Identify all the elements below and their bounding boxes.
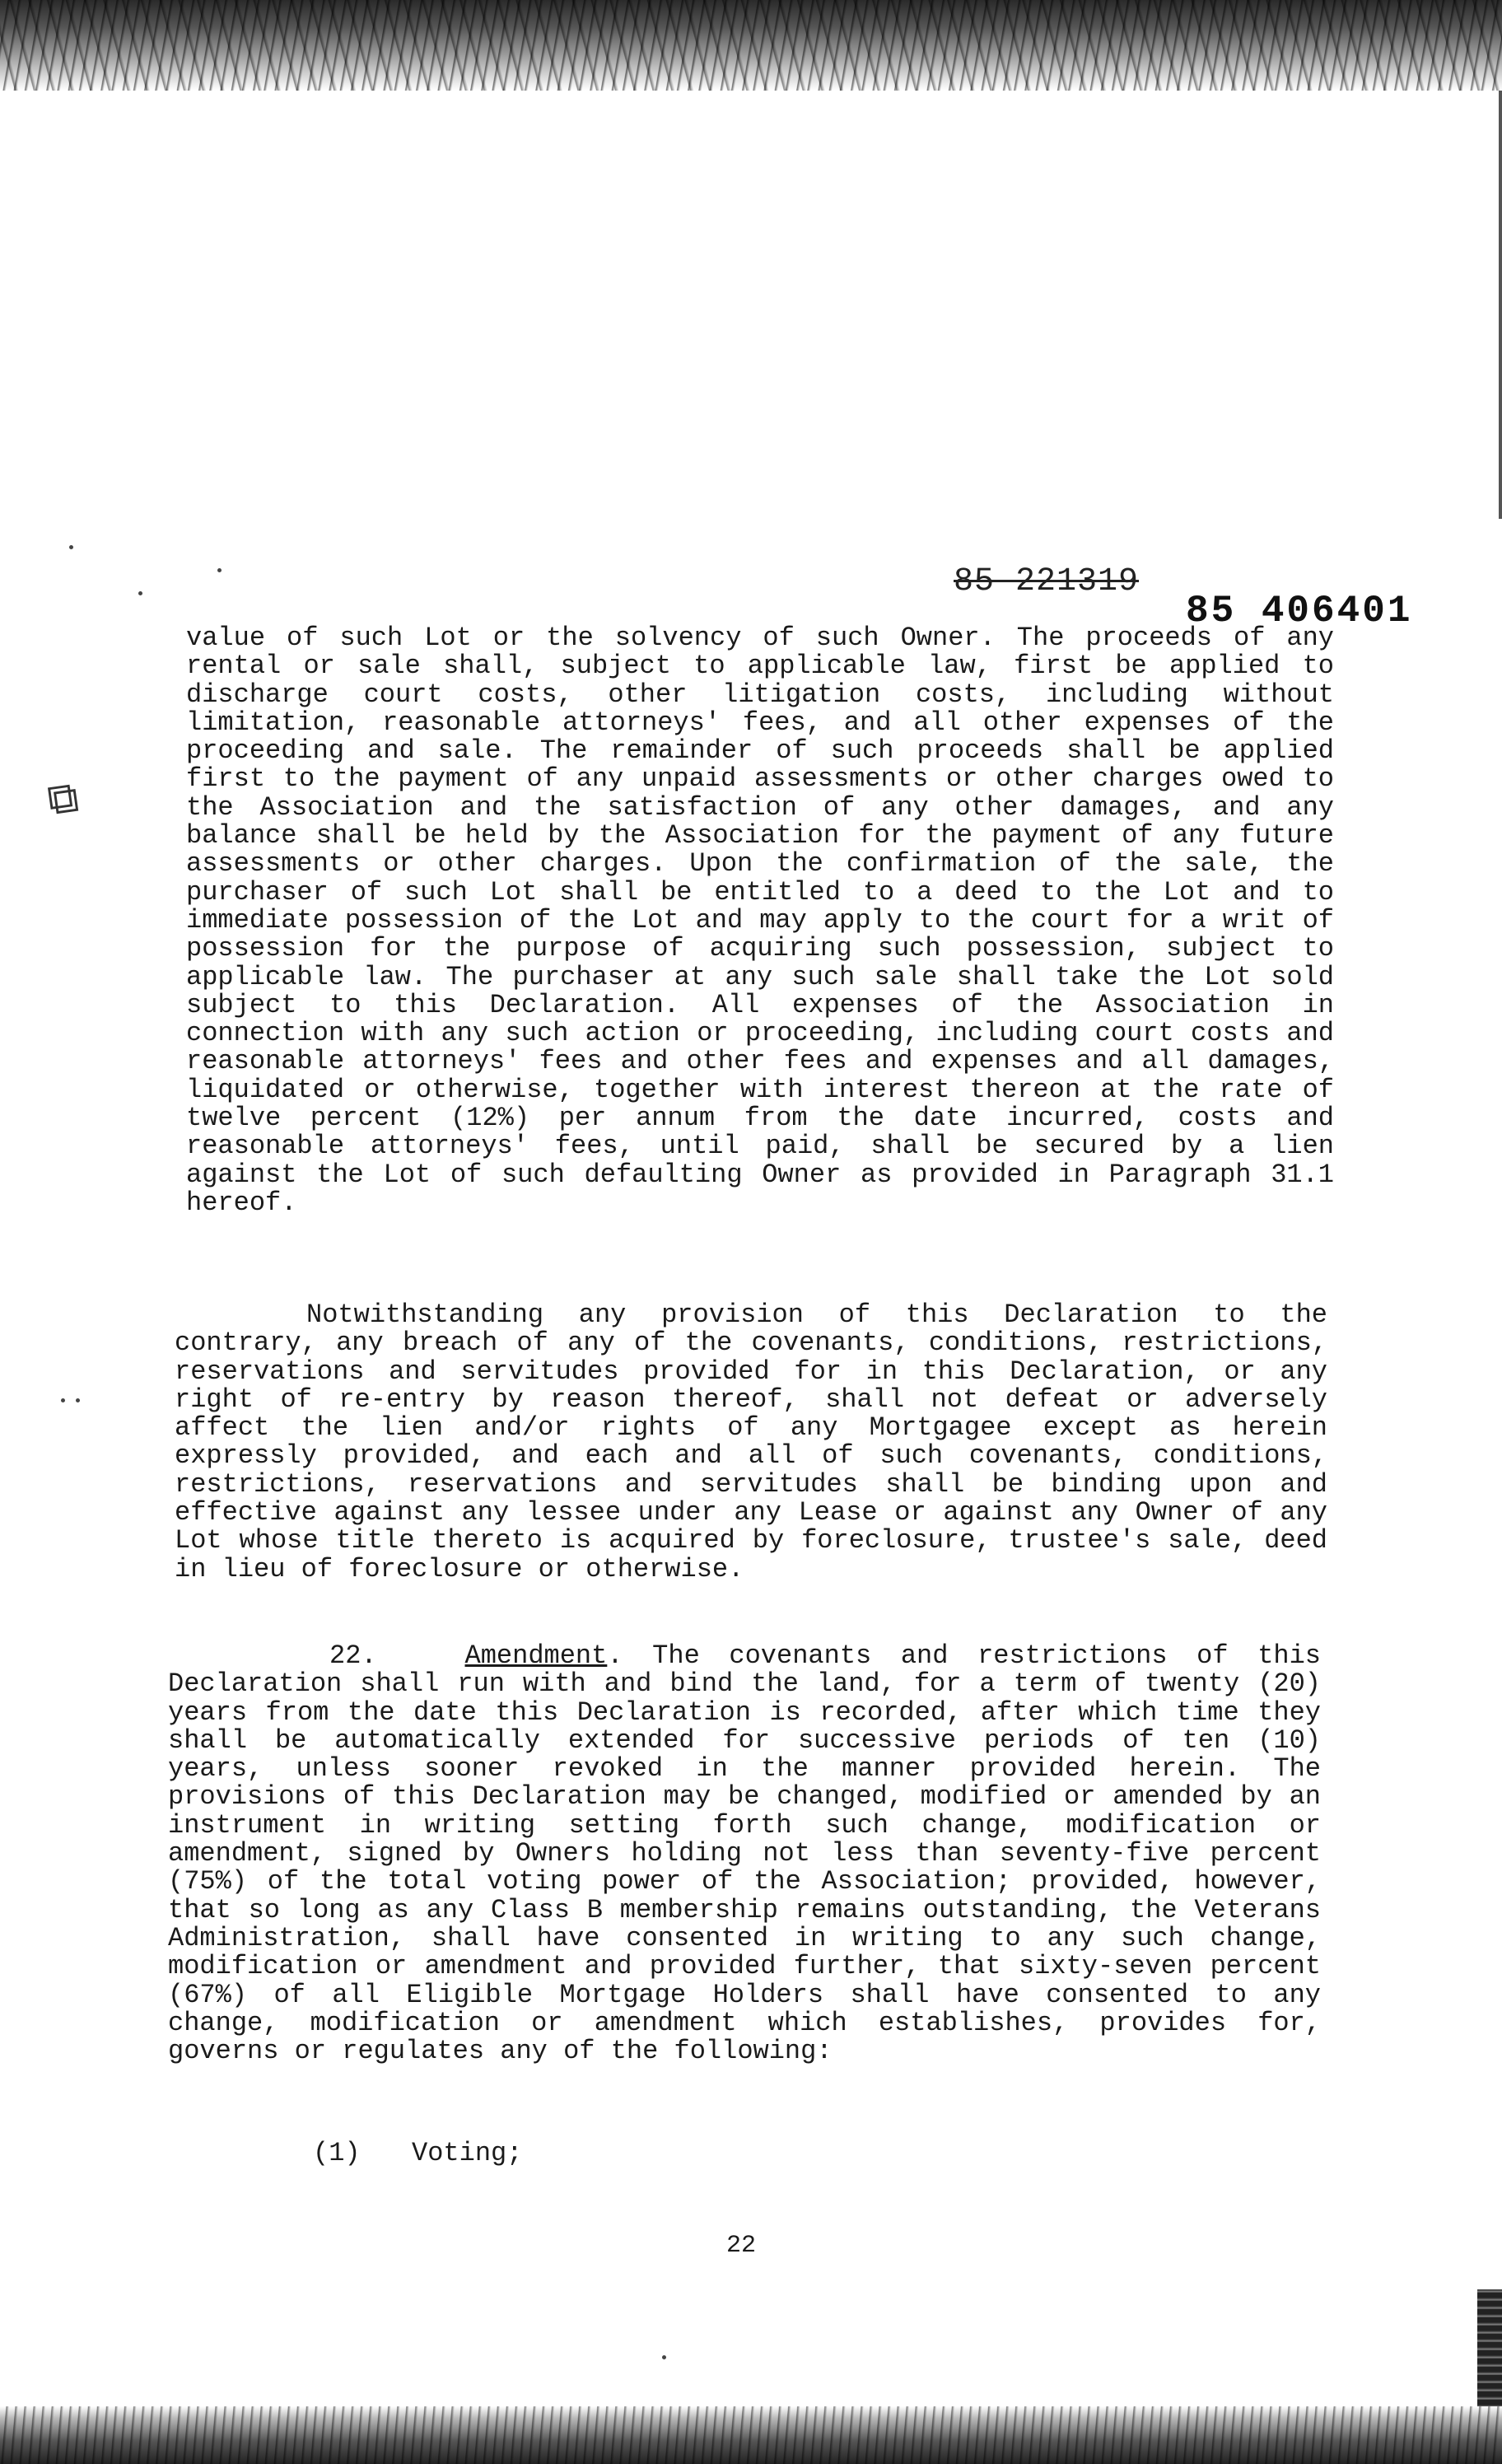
section-amendment [168, 1642, 1321, 2065]
speck [76, 1398, 80, 1402]
speck [138, 591, 142, 595]
section-number: 22. [329, 1640, 377, 1671]
file-number-new: 85 406401 [1186, 590, 1413, 632]
paragraph-notwithstanding: Notwithstanding any provision of this Declaration to the contrary, any breach of any of the covenants, conditions, restrictions, reservations and servitudes provided for in this Declaration, or any right of re-entry by reason thereof, shall not defeat or adversely affect the lien and/or rights of any Mortgagee except as herein expressly provided, and each and all of such covenants, conditions, restrictions, reservations and servitudes shall be binding upon and effective against any lessee under any Lease or against any Owner of any Lot whose title thereto is acquired by foreclosure, trustee's sale, deed in lieu of foreclosure or otherwise. [175, 1300, 1327, 1584]
speck [217, 568, 222, 572]
list-item [313, 2138, 522, 2168]
section-heading: Amendment [464, 1640, 608, 1671]
page-number: 22 [726, 2232, 757, 2260]
file-number-old-text: 85 221319 [954, 563, 1140, 600]
paragraph-continued: value of such Lot or the solvency of such Owner. The proceeds of any rental or sale shall, subject to applicable law, first be applied to discharge court costs, other litigation costs, including without limitation, reasonable attorneys' fees, and all other expenses of the proceeding and sale. The remainder of such proceeds shall be applied first to the payment of any unpaid assessments or other charges owed to the Association and the satisfaction of any other damages, and any balance shall be held by the Association for the payment of any future assessments or other charges. Upon the confirmation of the sale, the purchaser of such Lot shall be entitled to a deed to the Lot and to immediate possession of the Lot and may apply to the court for a writ of possession for the purpose of acquiring such possession, subject to applicable law. The purchaser at any such sale shall take the Lot sold subject to this Declaration. All expenses of the Association in connection with any such action or proceeding, including court costs and reasonable attorneys' fees and other fees and expenses and all damages, liquidated or otherwise, together with interest thereon at the rate of twelve percent (12%) per annum from the date incurred, costs and reasonable attorneys' fees, until paid, shall be secured by a lien against the Lot of such defaulting Owner as provided in Paragraph 31.1 hereof. [186, 623, 1334, 1218]
list-item-number: (1) [313, 2138, 361, 2168]
scan-edge-bottom [0, 2406, 1502, 2464]
margin-mark-icon: ⧉ [44, 772, 82, 826]
speck [61, 1398, 65, 1402]
speck [69, 545, 73, 549]
list-item-text: Voting; [412, 2138, 523, 2168]
scan-edge-right-line [1499, 91, 1502, 519]
scan-edge-right [1477, 2289, 1502, 2413]
file-number-old [954, 563, 1139, 600]
scan-edge-top [0, 0, 1502, 91]
speck [662, 2355, 666, 2359]
section-body: . The covenants and restrictions of this Declaration shall run with and bind the land, for a term of twenty (20) years from the date this Declaration is recorded, after which time they shall be automatically extended for successive periods of ten (10) years, unless sooner revoked in the manner provided herein. The provisions of this Declaration may be changed, modified or amended by an instrument in writing setting forth such change, modification or amendment, signed by Owners holding not less than seventy-five percent (75%) of the total voting power of the Association; provided, however, that so long as any Class B membership remains outstanding, the Veterans Administration, shall have consented in writing to any such change, modification or amendment and provided further, that sixty-seven percent (67%) of all Eligible Mortgage Holders shall have consented to any change, modification or amendment which establishes, provides for, governs or regulates any of the following: [168, 1640, 1322, 2067]
